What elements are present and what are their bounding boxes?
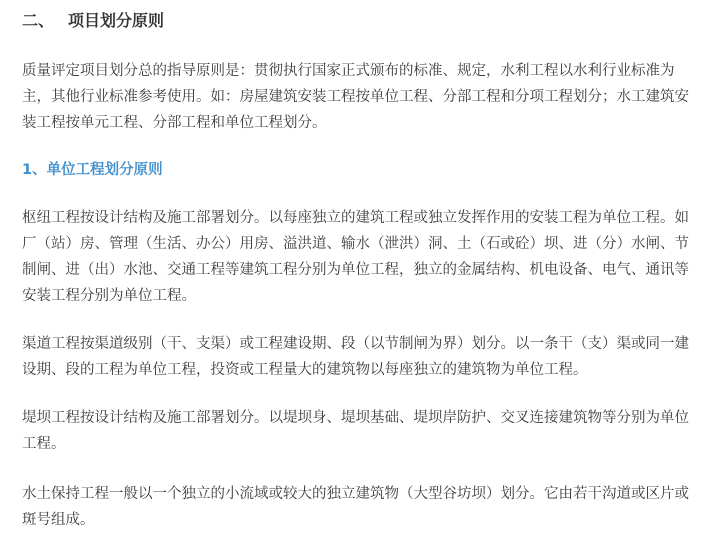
paragraph-soil-conservation: 水土保持工程一般以一个独立的小流域或较大的独立建筑物（大型谷坊坝）划分。它由若干沟道或区片或斑号组成。 [22,486,689,528]
section-heading: 项目划分原则 [68,11,165,30]
paragraph-hub-project: 枢纽工程按设计结构及施工部署划分。以每座独立的建筑工程或独立发挥作用的安装工程为单位工程。如厂（站）房、管理（生活、办公）用房、溢洪道、输水（泄洪）洞、土（石或砼）坝、进（分）水闸、节制闸、进（出）水池、交通工程等建筑工程分别为单位工程，独立的金属结构、机电设备、电气、通讯等安装工程分别为单位工程。 [22,210,689,304]
paragraph-dam-project: 堤坝工程按设计结构及施工部署划分。以堤坝身、堤坝基础、堤坝岸防护、交叉连接建筑物等分别为单位工程。 [22,410,689,452]
paragraph-channel-project: 渠道工程按渠道级别（干、支渠）或工程建设期、段（以节制闸为界）划分。以一条干（支）渠或同一建设期、段的工程为单位工程，投资或工程量大的建筑物以每座独立的建筑物为单位工程。 [22,336,689,378]
intro-paragraph: 质量评定项目划分总的指导原则是：贯彻执行国家正式颁布的标准、规定，水利工程以水利行业标准为主，其他行业标准参考使用。如：房屋建筑安装工程按单位工程、分部工程和分项工程划分；水工建筑安装工程按单元工程、分部工程和单位工程划分。 [22,63,689,131]
section-title [22,8,164,31]
section-number: 二、 [22,11,55,30]
subsection-heading: 1、单位工程划分原则 [22,162,163,178]
